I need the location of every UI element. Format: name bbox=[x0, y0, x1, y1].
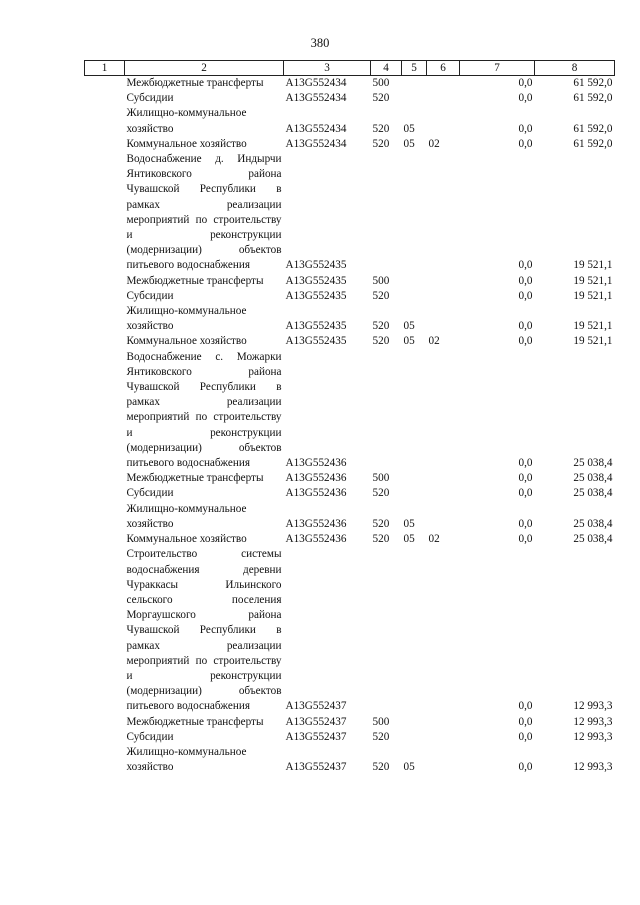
subsection-code bbox=[427, 152, 460, 274]
target-code: А13G552436 bbox=[285, 472, 347, 485]
section-code bbox=[402, 730, 427, 745]
amount-column-7: 0,0 bbox=[518, 259, 533, 272]
row-description: Субсидии bbox=[126, 487, 174, 500]
section-code: 05 bbox=[403, 122, 415, 135]
table-row bbox=[85, 106, 615, 136]
expense-type: 520 bbox=[372, 517, 390, 530]
expense-type: 520 bbox=[372, 137, 390, 150]
section-code bbox=[402, 274, 427, 289]
row-description: Субсидии bbox=[126, 92, 174, 105]
expense-type bbox=[371, 152, 402, 274]
row-description: Субсидии bbox=[126, 289, 174, 302]
subsection-code: 02 bbox=[428, 137, 440, 150]
amount-column-7: 0,0 bbox=[518, 274, 533, 287]
table-row bbox=[85, 745, 615, 775]
amount-column-8: 12 993,3 bbox=[573, 715, 613, 728]
expense-type: 520 bbox=[372, 730, 390, 743]
section-code: 05 bbox=[403, 517, 415, 530]
empty-cell bbox=[85, 106, 125, 136]
target-code: А13G552437 bbox=[285, 715, 347, 728]
amount-column-8: 25 038,4 bbox=[573, 487, 613, 500]
budget-table bbox=[84, 60, 615, 775]
amount-column-8: 25 038,4 bbox=[573, 457, 613, 470]
empty-cell bbox=[85, 471, 125, 486]
section-code bbox=[402, 715, 427, 730]
empty-cell bbox=[85, 152, 125, 274]
table-row bbox=[85, 289, 615, 304]
amount-column-7: 0,0 bbox=[518, 320, 533, 333]
target-code: А13G552435 bbox=[285, 259, 347, 272]
column-header: 7 bbox=[460, 61, 535, 76]
subsection-code: 02 bbox=[428, 335, 440, 348]
amount-column-7: 0,0 bbox=[518, 472, 533, 485]
row-description: Межбюджетные трансферты bbox=[126, 274, 264, 287]
target-code: А13G552434 bbox=[285, 137, 347, 150]
empty-cell bbox=[85, 715, 125, 730]
expense-type: 500 bbox=[372, 715, 390, 728]
target-code: А13G552435 bbox=[285, 320, 347, 333]
column-header: 3 bbox=[284, 61, 371, 76]
target-code: А13G552435 bbox=[285, 289, 347, 302]
row-description: Коммунальное хозяйство bbox=[126, 533, 247, 546]
column-header: 4 bbox=[371, 61, 402, 76]
expense-type: 520 bbox=[372, 533, 390, 546]
amount-column-8: 19 521,1 bbox=[573, 289, 613, 302]
subsection-code bbox=[427, 91, 460, 106]
empty-cell bbox=[85, 334, 125, 349]
column-number-header bbox=[85, 61, 615, 76]
amount-column-7: 0,0 bbox=[518, 487, 533, 500]
section-code bbox=[402, 91, 427, 106]
table-row bbox=[85, 532, 615, 547]
table-row bbox=[85, 152, 615, 274]
target-code: А13G552436 bbox=[285, 457, 347, 470]
table-row bbox=[85, 76, 615, 92]
section-code: 05 bbox=[403, 335, 415, 348]
subsection-code bbox=[427, 304, 460, 334]
column-header: 8 bbox=[535, 61, 615, 76]
amount-column-8: 61 592,0 bbox=[573, 122, 613, 135]
empty-cell bbox=[85, 137, 125, 152]
subsection-code bbox=[427, 76, 460, 92]
table-row bbox=[85, 334, 615, 349]
table-row bbox=[85, 137, 615, 152]
expense-type: 520 bbox=[372, 335, 390, 348]
target-code: А13G552435 bbox=[285, 274, 347, 287]
amount-column-7: 0,0 bbox=[518, 700, 533, 713]
target-code: А13G552435 bbox=[285, 335, 347, 348]
target-code: А13G552437 bbox=[285, 700, 347, 713]
amount-column-7: 0,0 bbox=[518, 730, 533, 743]
amount-column-7: 0,0 bbox=[518, 715, 533, 728]
amount-column-8: 12 993,3 bbox=[573, 730, 613, 743]
expense-type: 500 bbox=[372, 274, 390, 287]
subsection-code bbox=[427, 715, 460, 730]
expense-type: 520 bbox=[372, 92, 390, 105]
table-row bbox=[85, 350, 615, 472]
subsection-code bbox=[427, 730, 460, 745]
row-description: Жилищно-коммунальное хозяйство bbox=[126, 107, 247, 135]
row-description: Водоснабжение с. Можарки Янтиковского района Чувашской Республики в рамках реализации мероприятий по строительству и реконструкции (модернизации) объектов питьевого водоснабжения bbox=[126, 350, 282, 470]
amount-column-8: 61 592,0 bbox=[573, 92, 613, 105]
target-code: А13G552434 bbox=[285, 92, 347, 105]
empty-cell bbox=[85, 350, 125, 472]
table-row bbox=[85, 274, 615, 289]
table-row bbox=[85, 730, 615, 745]
section-code bbox=[402, 76, 427, 92]
section-code bbox=[402, 289, 427, 304]
expense-type: 500 bbox=[372, 472, 390, 485]
table-row bbox=[85, 547, 615, 714]
expense-type: 520 bbox=[372, 487, 390, 500]
section-code bbox=[402, 350, 427, 472]
target-code: А13G552434 bbox=[285, 122, 347, 135]
table-row bbox=[85, 715, 615, 730]
amount-column-7: 0,0 bbox=[518, 457, 533, 470]
amount-column-7: 0,0 bbox=[518, 92, 533, 105]
expense-type: 520 bbox=[372, 122, 390, 135]
row-description: Межбюджетные трансферты bbox=[126, 472, 264, 485]
target-code: А13G552436 bbox=[285, 533, 347, 546]
expense-type: 520 bbox=[372, 320, 390, 333]
amount-column-8: 12 993,3 bbox=[573, 700, 613, 713]
column-header: 2 bbox=[125, 61, 284, 76]
subsection-code: 02 bbox=[428, 533, 440, 546]
section-code: 05 bbox=[403, 533, 415, 546]
section-code bbox=[402, 486, 427, 501]
subsection-code bbox=[427, 471, 460, 486]
column-header: 5 bbox=[402, 61, 427, 76]
row-description: Субсидии bbox=[126, 730, 174, 743]
row-description: Коммунальное хозяйство bbox=[126, 335, 247, 348]
amount-column-7: 0,0 bbox=[518, 533, 533, 546]
empty-cell bbox=[85, 274, 125, 289]
empty-cell bbox=[85, 532, 125, 547]
empty-cell bbox=[85, 289, 125, 304]
section-code bbox=[402, 547, 427, 714]
subsection-code bbox=[427, 502, 460, 532]
amount-column-8: 19 521,1 bbox=[573, 320, 613, 333]
expense-type: 500 bbox=[372, 77, 390, 89]
section-code bbox=[402, 152, 427, 274]
row-description: Коммунальное хозяйство bbox=[126, 137, 247, 150]
table-row bbox=[85, 471, 615, 486]
amount-column-8: 19 521,1 bbox=[573, 259, 613, 272]
row-description: Жилищно-коммунальное хозяйство bbox=[126, 305, 247, 333]
empty-cell bbox=[85, 730, 125, 745]
target-code: А13G552436 bbox=[285, 517, 347, 530]
amount-column-8: 19 521,1 bbox=[573, 274, 613, 287]
expense-type bbox=[371, 350, 402, 472]
row-description: Межбюджетные трансферты bbox=[126, 77, 264, 89]
amount-column-8: 25 038,4 bbox=[573, 517, 613, 530]
table-row bbox=[85, 91, 615, 106]
row-description: Межбюджетные трансферты bbox=[126, 715, 264, 728]
amount-column-8: 12 993,3 bbox=[573, 761, 613, 774]
amount-column-7: 0,0 bbox=[518, 77, 533, 89]
amount-column-8: 61 592,0 bbox=[573, 77, 613, 89]
amount-column-7: 0,0 bbox=[518, 289, 533, 302]
empty-cell bbox=[85, 304, 125, 334]
row-description: Жилищно-коммунальное хозяйство bbox=[126, 745, 247, 774]
section-code bbox=[402, 471, 427, 486]
subsection-code bbox=[427, 106, 460, 136]
expense-type: 520 bbox=[372, 761, 390, 774]
column-header: 1 bbox=[85, 61, 125, 76]
table-row bbox=[85, 486, 615, 501]
amount-column-7: 0,0 bbox=[518, 122, 533, 135]
empty-cell bbox=[85, 547, 125, 714]
table-row bbox=[85, 502, 615, 532]
column-header: 6 bbox=[427, 61, 460, 76]
subsection-code bbox=[427, 547, 460, 714]
amount-column-7: 0,0 bbox=[518, 137, 533, 150]
amount-column-7: 0,0 bbox=[518, 761, 533, 774]
row-description: Жилищно-коммунальное хозяйство bbox=[126, 502, 247, 530]
expense-type bbox=[371, 547, 402, 714]
empty-cell bbox=[85, 76, 125, 92]
section-code: 05 bbox=[403, 137, 415, 150]
amount-column-7: 0,0 bbox=[518, 517, 533, 530]
subsection-code bbox=[427, 745, 460, 775]
table-row bbox=[85, 304, 615, 334]
empty-cell bbox=[85, 502, 125, 532]
page-number: 380 bbox=[310, 36, 330, 50]
section-code: 05 bbox=[403, 320, 415, 333]
target-code: А13G552437 bbox=[285, 761, 347, 774]
target-code: А13G552434 bbox=[285, 77, 347, 89]
empty-cell bbox=[85, 91, 125, 106]
empty-cell bbox=[85, 486, 125, 501]
subsection-code bbox=[427, 289, 460, 304]
amount-column-8: 19 521,1 bbox=[573, 335, 613, 348]
row-description: Строительство системы водоснабжения деревни Чураккасы Ильинского сельского поселения Моргаушского района Чувашской Республики в рамках реализации мероприятий по строительству и реконструкции (модернизации) объектов питьевого водоснабжения bbox=[126, 548, 282, 713]
amount-column-7: 0,0 bbox=[518, 335, 533, 348]
amount-column-8: 25 038,4 bbox=[573, 472, 613, 485]
row-description: Водоснабжение д. Индырчи Янтиковского района Чувашской Республики в рамках реализации мероприятий по строительству и реконструкции (модернизации) объектов питьевого водоснабжения bbox=[126, 153, 282, 272]
empty-cell bbox=[85, 745, 125, 775]
subsection-code bbox=[427, 486, 460, 501]
section-code: 05 bbox=[403, 761, 415, 774]
subsection-code bbox=[427, 274, 460, 289]
target-code: А13G552436 bbox=[285, 487, 347, 500]
expense-type: 520 bbox=[372, 289, 390, 302]
subsection-code bbox=[427, 350, 460, 472]
amount-column-8: 25 038,4 bbox=[573, 533, 613, 546]
target-code: А13G552437 bbox=[285, 730, 347, 743]
amount-column-8: 61 592,0 bbox=[573, 137, 613, 150]
